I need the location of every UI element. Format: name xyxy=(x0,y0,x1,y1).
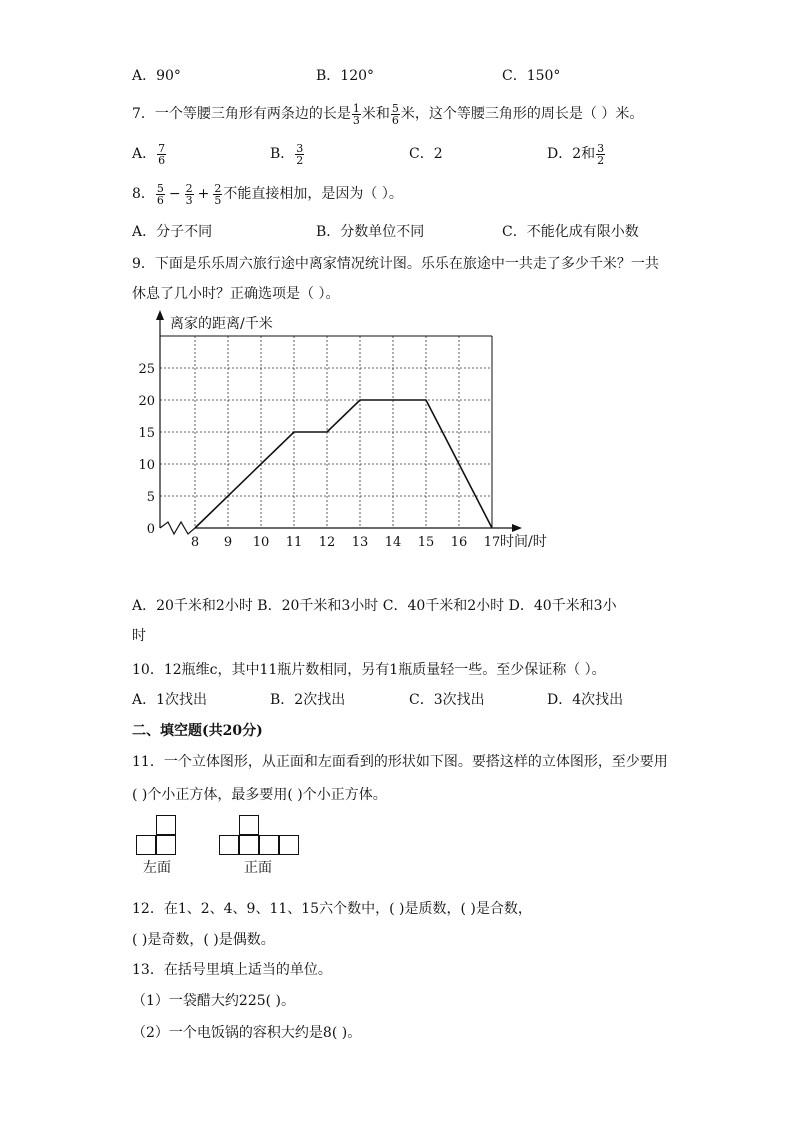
y-axis-arrow xyxy=(156,310,164,320)
q10-stem: 10．12瓶维c，其中11瓶片数相同，另有1瓶质量轻一些。至少保证称（ ）。 xyxy=(132,662,606,678)
left-view-label: 左面 xyxy=(143,860,171,876)
q7-stem xyxy=(132,101,643,127)
distance-series-line xyxy=(195,400,492,528)
q13-sub-1: （1）一袋醋大约225( )。 xyxy=(132,993,296,1009)
q11-stem-line2: ( )个小正方体，最多要用( )个小正方体。 xyxy=(132,787,387,803)
q7-fraction-2: $\frac{5}{6}$ xyxy=(391,101,399,127)
x-tick-label: 16 xyxy=(450,535,468,550)
y-axis-label: 离家的距离/千米 xyxy=(170,316,273,332)
q7-option-b: B． $\frac{3}{2}$ xyxy=(270,141,304,167)
y-tick-label: 10 xyxy=(138,458,155,473)
x-tick-label: 8 xyxy=(190,535,200,550)
q7-text-3: 米，这个等腰三角形的周长是（ ）米。 xyxy=(400,106,644,122)
x-tick-label: 14 xyxy=(384,535,402,550)
q12-stem-line2: ( )是奇数，( )是偶数。 xyxy=(132,932,275,948)
distance-time-chart xyxy=(130,308,570,558)
y-tick-label: 5 xyxy=(146,490,155,505)
q8-option-a: A．分子不同 xyxy=(132,224,213,240)
x-axis-arrow xyxy=(512,524,522,532)
y-tick-label: 15 xyxy=(138,426,155,441)
front-view-label: 正面 xyxy=(244,860,272,876)
q6-option-a: A．90° xyxy=(132,68,181,84)
x-tick-label: 15 xyxy=(417,535,435,550)
y-tick-label: 25 xyxy=(138,362,155,377)
x-tick-label: 17 xyxy=(483,535,501,550)
x-tick-label: 10 xyxy=(252,535,270,550)
q7-option-c: C．2 xyxy=(409,146,443,162)
q7-text-1: 7．一个等腰三角形有两条边的长是 xyxy=(132,106,351,122)
x-axis-break xyxy=(160,522,195,534)
q7-fraction-1: $\frac{1}{3}$ xyxy=(352,101,360,127)
y-tick-label: 0 xyxy=(146,522,155,537)
q9-options: A．20千米和2小时 B．20千米和3小时 C．40千米和2小时 D．40千米和3小 xyxy=(132,598,617,614)
x-tick-label: 12 xyxy=(318,535,336,550)
y-tick-label: 20 xyxy=(138,394,155,409)
q7-option-d: D．2和 $\frac{3}{2}$ xyxy=(547,141,605,167)
x-tick-label: 11 xyxy=(285,535,303,550)
q9-stem-line1: 9．下面是乐乐周六旅行途中离家情况统计图。乐乐在旅途中一共走了多少千米？一共 xyxy=(132,256,659,272)
q8-option-c: C．不能化成有限小数 xyxy=(502,224,639,240)
section-heading: 二、填空题(共20分) xyxy=(132,723,263,739)
q13-stem: 13．在括号里填上适当的单位。 xyxy=(132,962,332,978)
q9-stem-line2: 休息了几小时？正确选项是（ ）。 xyxy=(132,286,340,302)
q11-stem-line1: 11．一个立体图形，从正面和左面看到的形状如下图。要搭这样的立体图形，至少要用 xyxy=(132,754,668,770)
q13-sub-2: （2）一个电饭锅的容积大约是8( )。 xyxy=(132,1025,362,1041)
q10-option-d: D．4次找出 xyxy=(547,692,624,708)
q7-option-a: A． $\frac{7}{6}$ xyxy=(132,141,166,167)
q10-option-a: A．1次找出 xyxy=(132,692,208,708)
q9-options-wrap: 时 xyxy=(132,628,146,644)
q7-text-2: 米和 xyxy=(361,106,390,122)
q8-option-b: B．分数单位不同 xyxy=(316,224,425,240)
q6-option-c: C．150° xyxy=(502,68,561,84)
q12-stem-line1: 12．在1、2、4、9、11、15六个数中，( )是质数，( )是合数， xyxy=(132,901,532,917)
x-tick-label: 9 xyxy=(223,535,233,550)
x-axis-label: 时间/时 xyxy=(500,534,547,550)
x-tick-label: 13 xyxy=(351,535,369,550)
q10-option-c: C．3次找出 xyxy=(409,692,485,708)
q10-option-b: B．2次找出 xyxy=(270,692,346,708)
q6-option-b: B．120° xyxy=(316,68,375,84)
q8-stem: 8． $\frac{5}{6}$ − $\frac{2}{3}$ + $\frac{2}{5}$ 不能直接相加，是因为（ ）。 xyxy=(132,181,403,207)
